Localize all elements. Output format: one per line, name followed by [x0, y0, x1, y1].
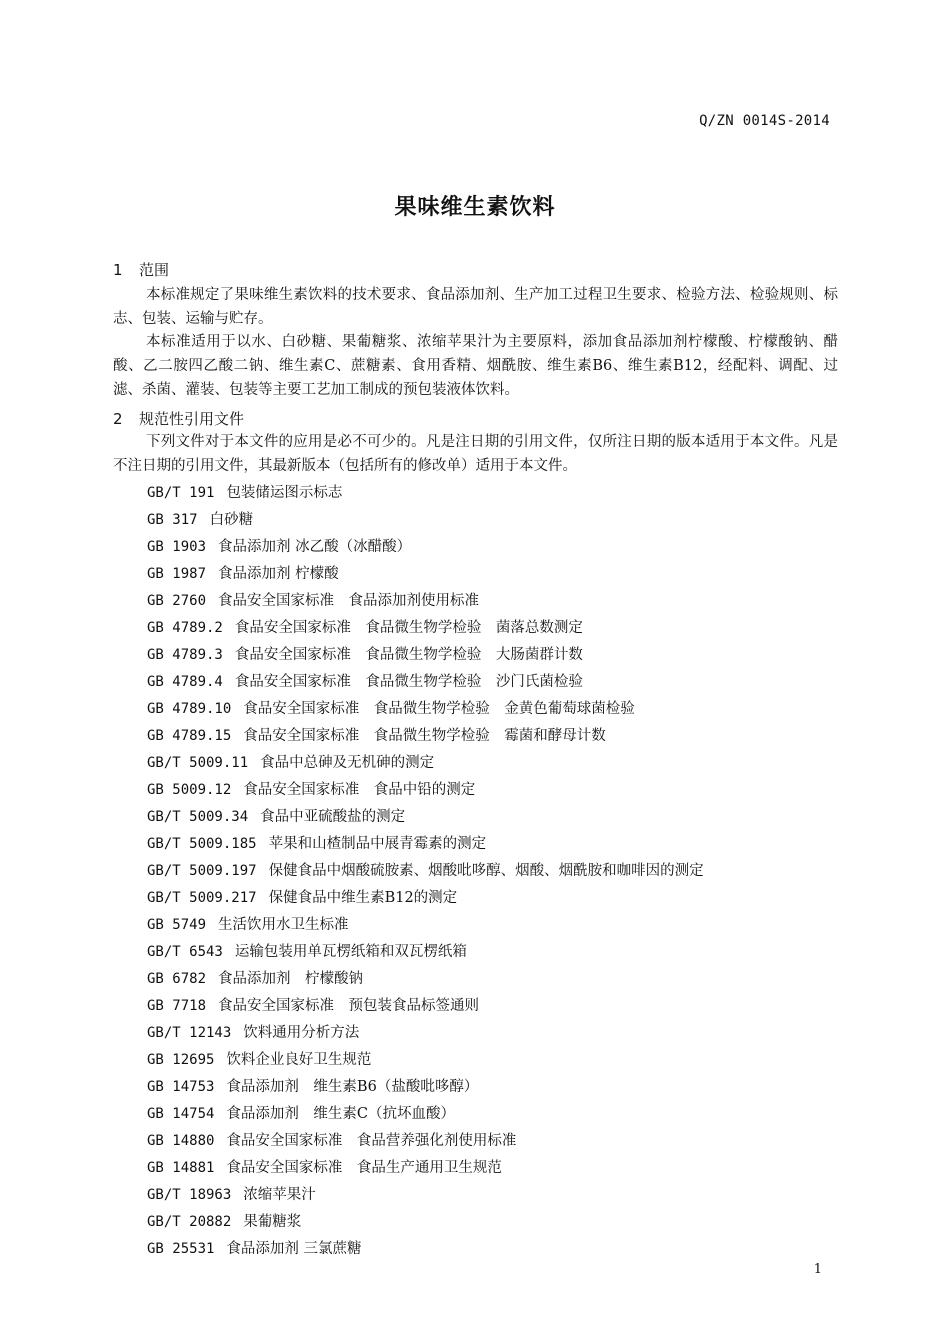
reference-list [147, 480, 704, 1263]
reference-name: 食品添加剂 三氯蔗糖 [226, 1241, 362, 1257]
reference-item [147, 534, 704, 561]
reference-name: 食品中亚硫酸盐的测定 [260, 809, 406, 825]
reference-item [147, 669, 704, 696]
reference-item [147, 1182, 704, 1209]
reference-item [147, 831, 704, 858]
reference-code: GB 14754 [147, 1106, 215, 1122]
reference-code: GB 5749 [147, 917, 207, 933]
reference-item [147, 588, 704, 615]
reference-name: 食品安全国家标准 食品中铅的测定 [243, 782, 476, 798]
reference-item [147, 912, 704, 939]
reference-name: 食品安全国家标准 食品微生物学检验 金黄色葡萄球菌检验 [243, 701, 635, 717]
reference-item [147, 1209, 704, 1236]
reference-name: 浓缩苹果汁 [243, 1187, 316, 1203]
document-title: 果味维生素饮料 [394, 195, 556, 220]
reference-code: GB/T 12143 [147, 1025, 232, 1041]
reference-name: 食品安全国家标准 食品添加剂使用标准 [218, 593, 480, 609]
reference-code: GB/T 5009.11 [147, 755, 249, 771]
reference-code: GB 4789.10 [147, 701, 232, 717]
reference-name: 食品安全国家标准 食品微生物学检验 沙门氏菌检验 [234, 674, 583, 690]
reference-code: GB 25531 [147, 1241, 215, 1257]
reference-item [147, 750, 704, 777]
reference-item [147, 804, 704, 831]
reference-name: 保健食品中维生素B12的测定 [268, 890, 458, 906]
reference-code: GB 7718 [147, 998, 207, 1014]
reference-item [147, 966, 704, 993]
section-heading-scope [113, 259, 169, 280]
reference-item [147, 642, 704, 669]
reference-name: 食品添加剂 冰乙酸（冰醋酸） [218, 539, 412, 555]
reference-code: GB 14881 [147, 1160, 215, 1176]
reference-name: 果葡糖浆 [243, 1214, 302, 1230]
section-heading-references [113, 408, 244, 429]
reference-name: 饮料企业良好卫生规范 [226, 1052, 372, 1068]
reference-item [147, 1128, 704, 1155]
reference-name: 食品添加剂 维生素C（抗坏血酸） [226, 1106, 456, 1122]
section-number: 2 [113, 410, 123, 428]
reference-item [147, 480, 704, 507]
reference-code: GB 2760 [147, 593, 207, 609]
reference-code: GB/T 5009.217 [147, 890, 257, 906]
reference-code: GB/T 20882 [147, 1214, 232, 1230]
reference-item [147, 507, 704, 534]
reference-code: GB/T 6543 [147, 944, 223, 960]
reference-code: GB 12695 [147, 1052, 215, 1068]
section-title: 规范性引用文件 [139, 410, 245, 428]
reference-name: 白砂糖 [209, 512, 254, 528]
reference-code: GB/T 191 [147, 485, 215, 501]
reference-name: 食品安全国家标准 预包装食品标签通则 [218, 998, 480, 1014]
reference-item [147, 1074, 704, 1101]
reference-item [147, 696, 704, 723]
reference-code: GB/T 5009.185 [147, 836, 257, 852]
document-code: Q/ZN 0014S-2014 [699, 113, 830, 129]
reference-name: 食品添加剂 维生素B6（盐酸吡哆醇） [226, 1079, 479, 1095]
reference-item [147, 1155, 704, 1182]
reference-code: GB 6782 [147, 971, 207, 987]
reference-code: GB/T 5009.197 [147, 863, 257, 879]
reference-name: 食品添加剂 柠檬酸 [218, 566, 339, 582]
reference-name: 食品中总砷及无机砷的测定 [260, 755, 435, 771]
reference-name: 食品安全国家标准 食品微生物学检验 霉菌和酵母计数 [243, 728, 606, 744]
reference-code: GB 1987 [147, 566, 207, 582]
reference-code: GB 5009.12 [147, 782, 232, 798]
reference-name: 食品安全国家标准 食品微生物学检验 菌落总数测定 [234, 620, 583, 636]
reference-name: 运输包装用单瓦楞纸箱和双瓦楞纸箱 [234, 944, 467, 960]
reference-code: GB/T 18963 [147, 1187, 232, 1203]
references-intro-paragraph: 下列文件对于本文件的应用是必不可少的。凡是注日期的引用文件，仅所注日期的版本适用于本文件。凡是不注日期的引用文件，其最新版本（包括所有的修改单）适用于本文件。 [113, 434, 838, 474]
reference-code: GB 4789.3 [147, 647, 223, 663]
reference-name: 食品安全国家标准 食品营养强化剂使用标准 [226, 1133, 517, 1149]
reference-item [147, 885, 704, 912]
reference-name: 食品添加剂 柠檬酸钠 [218, 971, 364, 987]
reference-code: GB 1903 [147, 539, 207, 555]
page-number: 1 [813, 1262, 822, 1277]
reference-code: GB 14880 [147, 1133, 215, 1149]
reference-code: GB 4789.15 [147, 728, 232, 744]
reference-code: GB 317 [147, 512, 198, 528]
reference-name: 食品安全国家标准 食品生产通用卫生规范 [226, 1160, 502, 1176]
reference-item [147, 561, 704, 588]
reference-name: 饮料通用分析方法 [243, 1025, 360, 1041]
reference-item [147, 777, 704, 804]
scope-paragraph-1: 本标准规定了果味维生素饮料的技术要求、食品添加剂、生产加工过程卫生要求、检验方法、检验规则、标志、包装、运输与贮存。 [113, 287, 838, 327]
reference-item [147, 858, 704, 885]
reference-code: GB 4789.4 [147, 674, 223, 690]
reference-name: 苹果和山楂制品中展青霉素的测定 [268, 836, 487, 852]
reference-name: 保健食品中烟酸硫胺素、烟酸吡哆醇、烟酸、烟酰胺和咖啡因的测定 [268, 863, 704, 879]
reference-item [147, 1020, 704, 1047]
reference-item [147, 1047, 704, 1074]
reference-item [147, 993, 704, 1020]
reference-code: GB/T 5009.34 [147, 809, 249, 825]
reference-item [147, 1101, 704, 1128]
reference-name: 食品安全国家标准 食品微生物学检验 大肠菌群计数 [234, 647, 583, 663]
section-title: 范围 [139, 261, 170, 279]
section-number: 1 [113, 261, 123, 279]
reference-item [147, 723, 704, 750]
reference-item [147, 939, 704, 966]
scope-paragraph-2: 本标准适用于以水、白砂糖、果葡糖浆、浓缩苹果汁为主要原料，添加食品添加剂柠檬酸、柠檬酸钠、醋酸、乙二胺四乙酸二钠、维生素C、蔗糖素、食用香精、烟酰胺、维生素B6、维生素B12，经配料、调配、过滤、杀菌、灌装、包装等主要工艺加工制成的预包装液体饮料。 [113, 334, 838, 398]
reference-name: 生活饮用水卫生标准 [218, 917, 349, 933]
reference-item [147, 1236, 704, 1263]
reference-name: 包装储运图示标志 [226, 485, 343, 501]
reference-code: GB 4789.2 [147, 620, 223, 636]
reference-item [147, 615, 704, 642]
reference-code: GB 14753 [147, 1079, 215, 1095]
